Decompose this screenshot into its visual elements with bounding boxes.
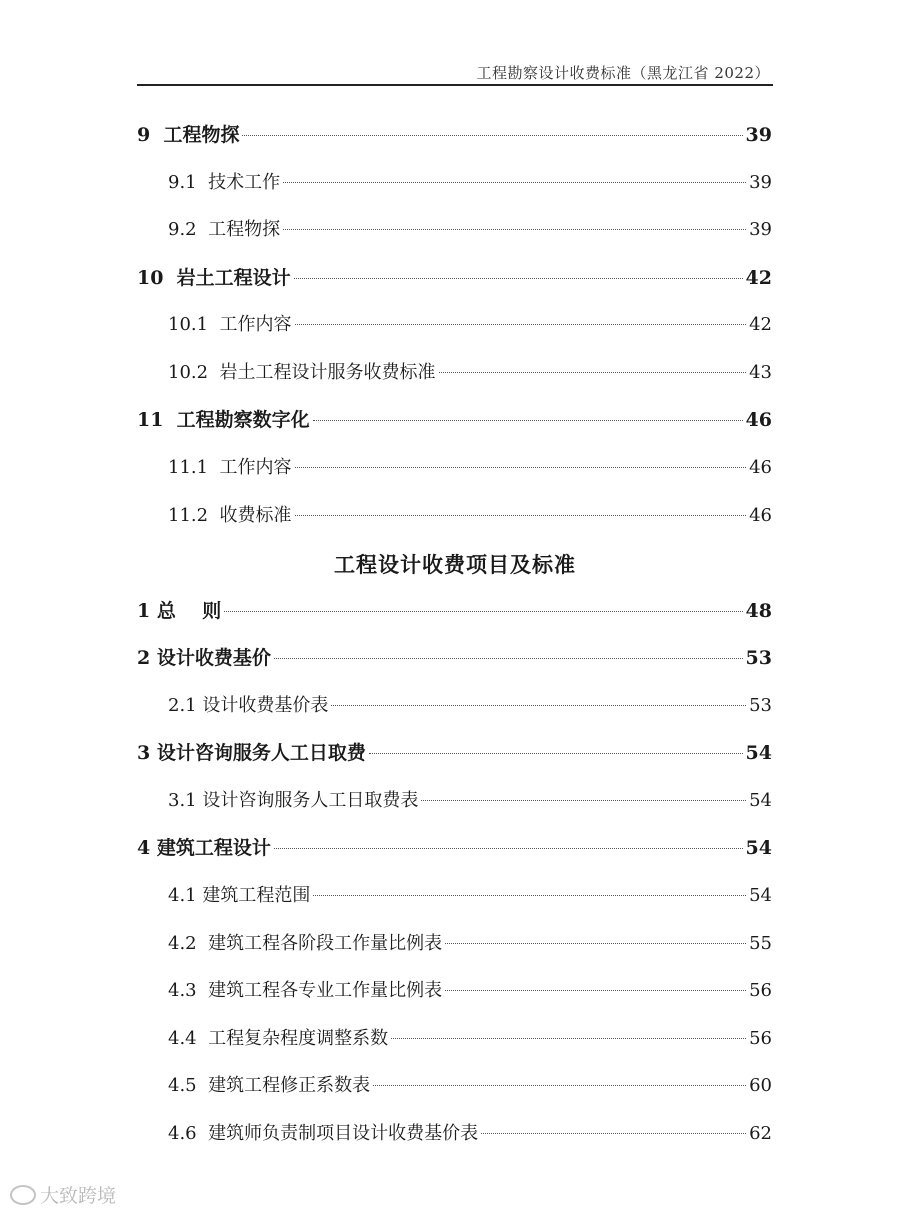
toc-dot-leader xyxy=(373,1085,746,1086)
watermark xyxy=(10,1181,116,1208)
watermark-logo-icon xyxy=(10,1185,36,1205)
toc-entry-label: 9 工程物探 xyxy=(137,124,240,146)
toc-entry-page-number: 43 xyxy=(749,362,772,383)
toc-entry-page-number: 54 xyxy=(745,742,772,764)
toc-entry[interactable] xyxy=(168,1071,772,1097)
toc-entry-page-number: 55 xyxy=(749,933,772,954)
toc-dot-leader xyxy=(445,990,746,991)
toc-entry-page-number: 54 xyxy=(749,790,772,811)
toc-entry-page-number: 46 xyxy=(745,409,772,431)
toc-entry[interactable] xyxy=(137,643,772,670)
toc-dot-leader xyxy=(274,658,743,659)
toc-entry-page-number: 56 xyxy=(749,1028,772,1049)
toc-dot-leader xyxy=(445,943,746,944)
toc-entry-page-number: 39 xyxy=(745,124,772,146)
toc-entry[interactable] xyxy=(168,976,772,1002)
toc-entry-page-number: 39 xyxy=(749,172,772,193)
toc-entry-label: 10.2 岩土工程设计服务收费标准 xyxy=(168,362,436,383)
section-heading: 工程设计收费项目及标准 xyxy=(334,552,576,577)
toc-entry-label: 4.2 建筑工程各阶段工作量比例表 xyxy=(168,933,443,954)
toc-entry-page-number: 42 xyxy=(749,314,772,335)
toc-entry-label: 4 建筑工程设计 xyxy=(137,837,271,859)
toc-dot-leader xyxy=(283,229,746,230)
toc-entry[interactable] xyxy=(168,1024,772,1050)
toc-entry-page-number: 53 xyxy=(745,647,772,669)
toc-entry[interactable] xyxy=(168,358,772,384)
toc-entry-label: 4.1 建筑工程范围 xyxy=(168,885,311,906)
toc-entry[interactable] xyxy=(168,453,772,479)
toc-entry[interactable] xyxy=(168,786,772,812)
toc-entry-label: 9.2 工程物探 xyxy=(168,219,281,240)
toc-entry-page-number: 48 xyxy=(745,600,772,622)
toc-entry-label: 10.1 工作内容 xyxy=(168,314,292,335)
toc-entry-label: 4.4 工程复杂程度调整系数 xyxy=(168,1028,389,1049)
toc-dot-leader xyxy=(274,848,743,849)
toc-entry-page-number: 54 xyxy=(745,837,772,859)
toc-entry[interactable] xyxy=(168,929,772,955)
toc-entry-label: 11 工程勘察数字化 xyxy=(137,409,310,431)
toc-dot-leader xyxy=(313,895,746,896)
watermark-text: 大致跨境 xyxy=(40,1185,117,1207)
toc-entry-page-number: 56 xyxy=(749,980,772,1001)
toc-entry[interactable] xyxy=(168,215,772,241)
toc-dot-leader xyxy=(313,420,743,421)
toc-entry-label: 2 设计收费基价 xyxy=(137,647,271,669)
toc-entry-label: 3.1 设计咨询服务人工日取费表 xyxy=(168,790,419,811)
toc-entry-label: 11.1 工作内容 xyxy=(168,457,292,478)
toc-dot-leader xyxy=(295,515,747,516)
toc-dot-leader xyxy=(283,182,746,183)
toc-entry[interactable] xyxy=(137,120,772,147)
toc-dot-leader xyxy=(369,753,743,754)
toc-entry-page-number: 46 xyxy=(749,457,772,478)
toc-dot-leader xyxy=(294,278,743,279)
toc-entry-label: 1 总 则 xyxy=(137,600,222,622)
toc-entry-page-number: 60 xyxy=(749,1075,772,1096)
toc-dot-leader xyxy=(295,324,747,325)
toc-entry[interactable] xyxy=(168,501,772,527)
toc-entry[interactable] xyxy=(168,168,772,194)
toc-dot-leader xyxy=(331,705,746,706)
toc-dot-leader xyxy=(224,611,742,612)
toc-entry[interactable] xyxy=(137,405,772,432)
toc-entry-label: 4.5 建筑工程修正系数表 xyxy=(168,1075,371,1096)
toc-entry-page-number: 54 xyxy=(749,885,772,906)
toc-dot-leader xyxy=(439,372,747,373)
toc-entry-label: 4.3 建筑工程各专业工作量比例表 xyxy=(168,980,443,1001)
toc-entry[interactable] xyxy=(137,833,772,860)
running-header-title: 工程勘察设计收费标准（黑龙江省 2022） xyxy=(476,64,770,82)
toc-entry-page-number: 42 xyxy=(745,267,772,289)
toc-dot-leader xyxy=(295,467,747,468)
toc-entry[interactable] xyxy=(168,1119,772,1145)
toc-dot-leader xyxy=(242,135,742,136)
toc-dot-leader xyxy=(421,800,746,801)
toc-entry-label: 11.2 收费标准 xyxy=(168,505,292,526)
toc-entry[interactable] xyxy=(168,310,772,336)
toc-entry-label: 2.1 设计收费基价表 xyxy=(168,695,329,716)
toc-entry-page-number: 62 xyxy=(749,1123,772,1144)
toc-entry-label: 4.6 建筑师负责制项目设计收费基价表 xyxy=(168,1123,479,1144)
toc-entry[interactable] xyxy=(137,263,772,290)
header-rule xyxy=(137,84,773,86)
toc-entry-page-number: 46 xyxy=(749,505,772,526)
toc-entry-label: 9.1 技术工作 xyxy=(168,172,281,193)
toc-entry-label: 10 岩土工程设计 xyxy=(137,267,291,289)
toc-entry-page-number: 39 xyxy=(749,219,772,240)
toc-entry[interactable] xyxy=(137,738,772,765)
toc-entry[interactable] xyxy=(168,881,772,907)
toc-entry-label: 3 设计咨询服务人工日取费 xyxy=(137,742,366,764)
toc-dot-leader xyxy=(481,1133,746,1134)
toc-entry[interactable] xyxy=(137,596,772,623)
toc-dot-leader xyxy=(391,1038,746,1039)
toc-entry-page-number: 53 xyxy=(749,695,772,716)
toc-entry[interactable] xyxy=(168,691,772,717)
